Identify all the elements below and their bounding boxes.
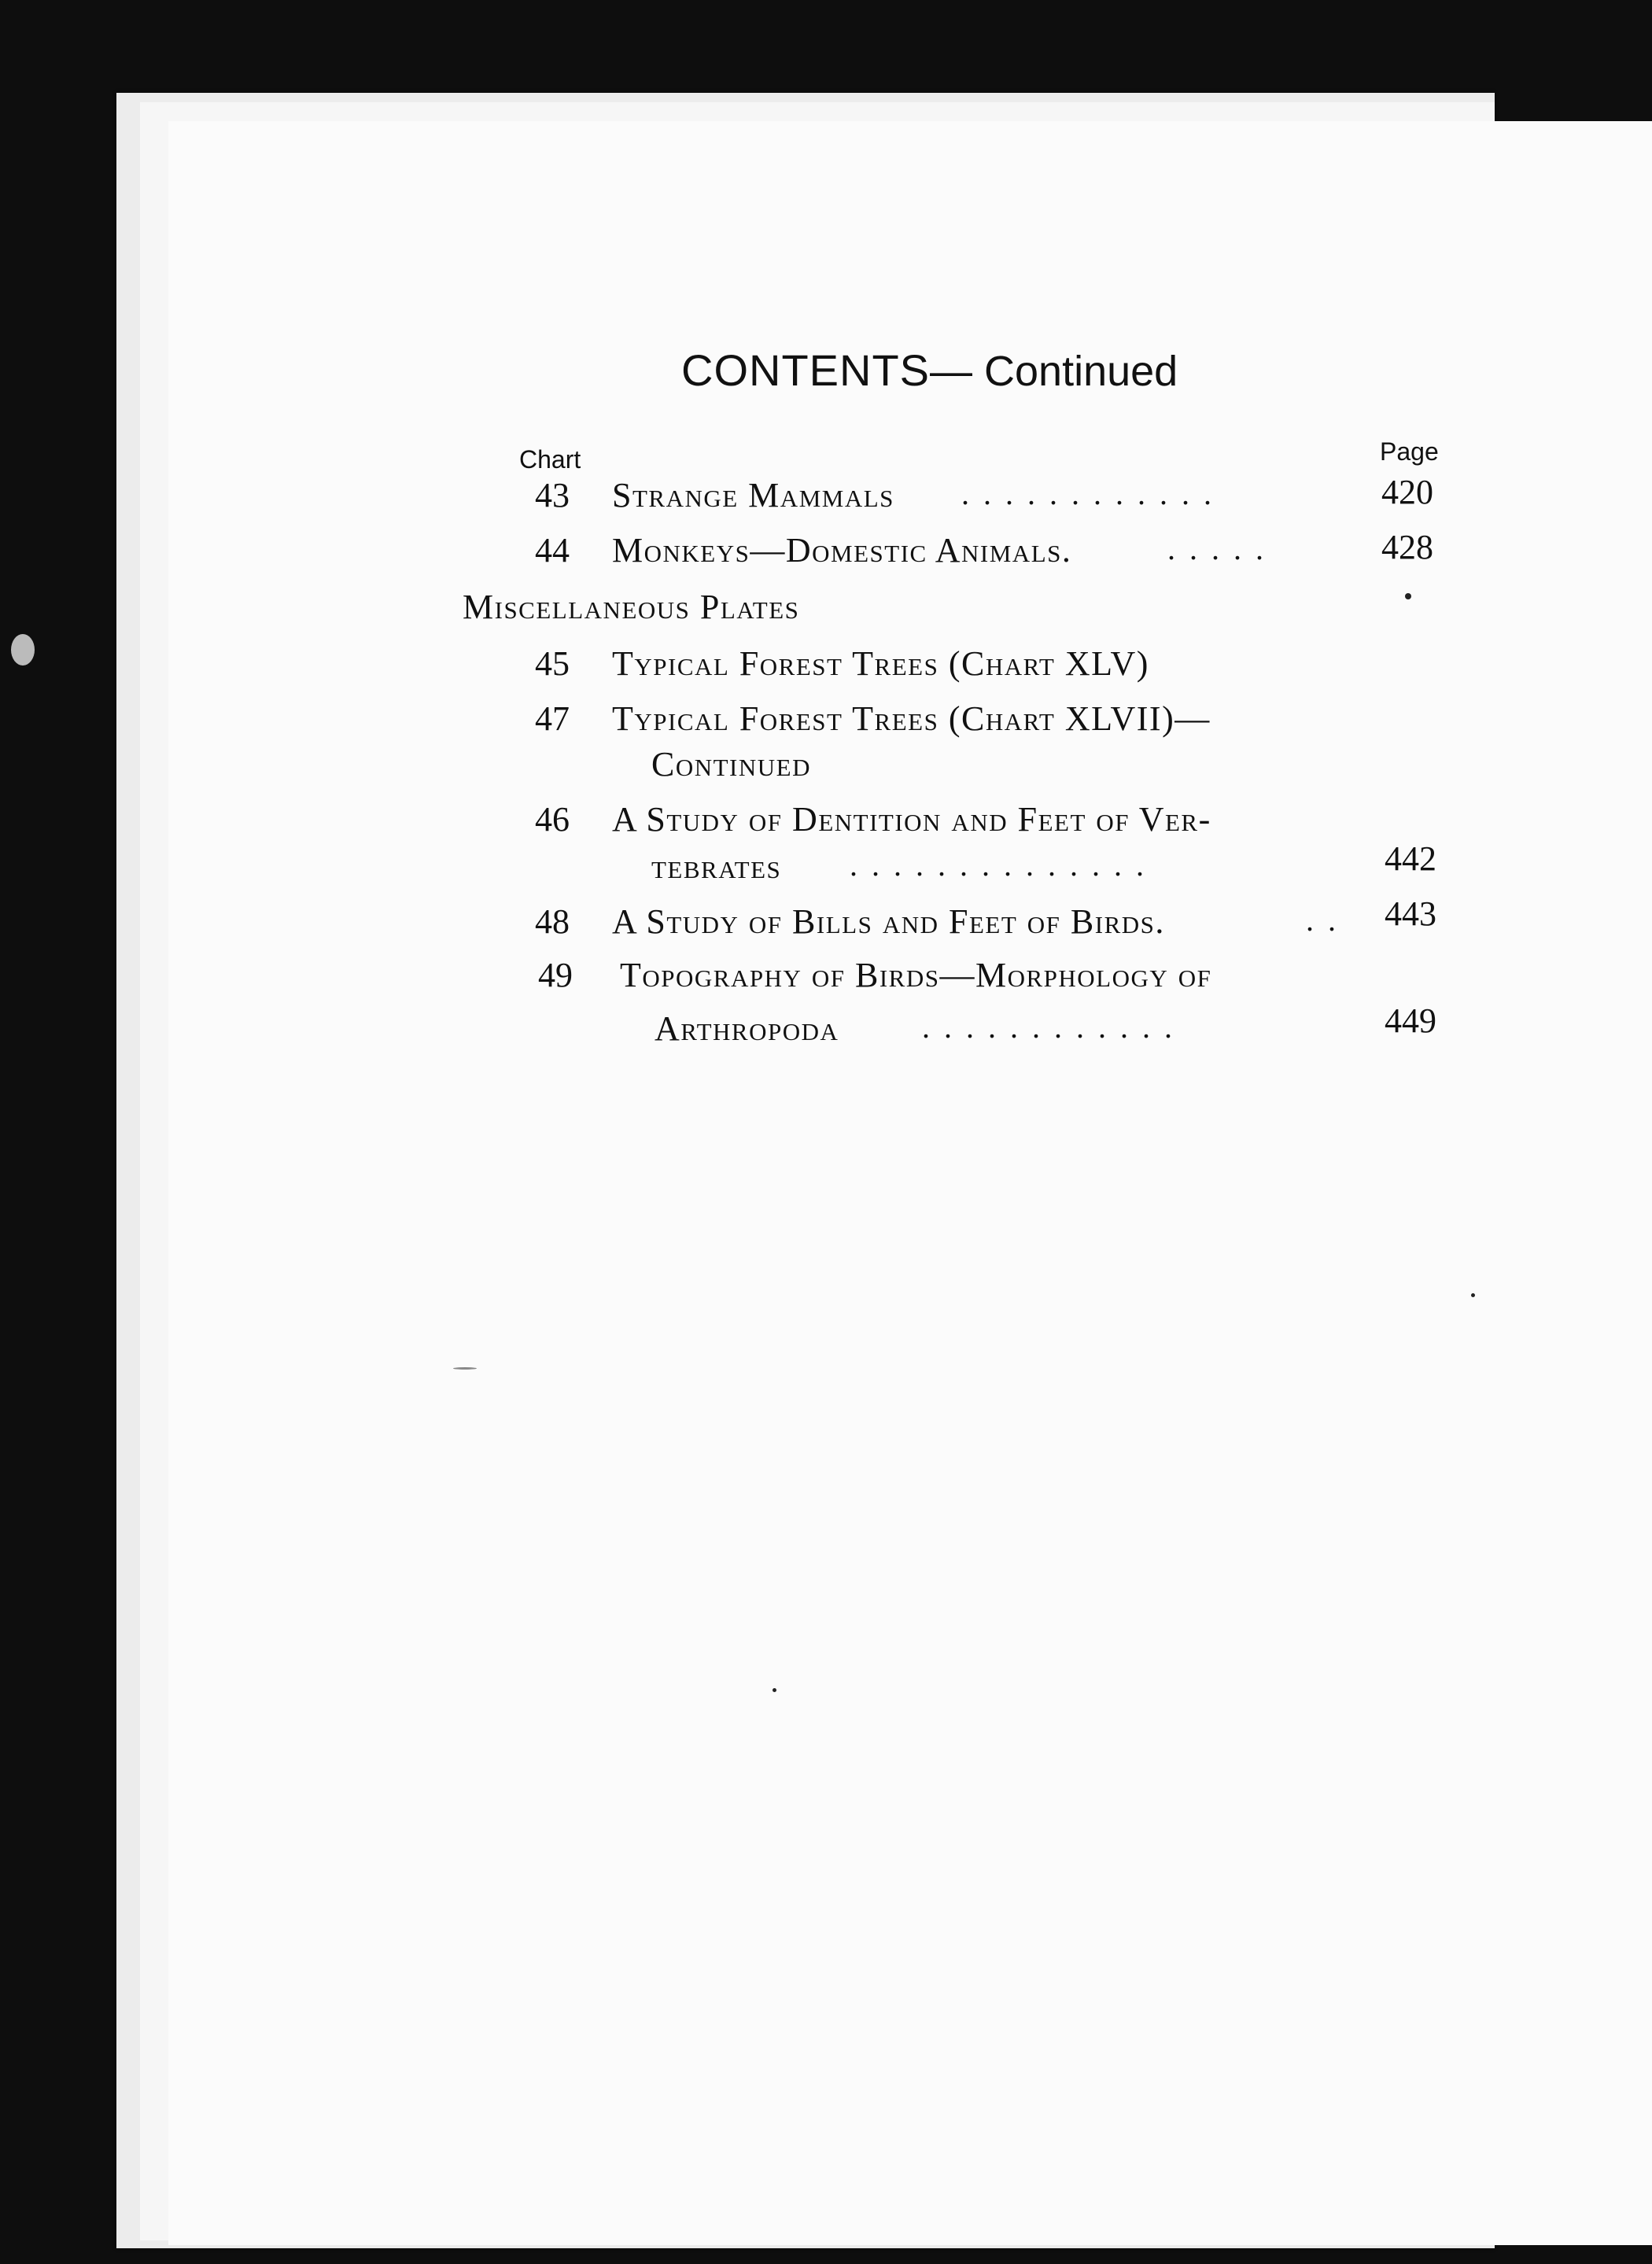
section-heading: Miscellaneous Plates xyxy=(463,588,800,626)
chart-number: 48 xyxy=(535,902,570,941)
page-number: 449 xyxy=(1385,1001,1436,1040)
chart-number: 46 xyxy=(535,800,570,839)
page-column-header: Page xyxy=(1380,437,1439,466)
page-number: 428 xyxy=(1381,528,1433,566)
entry-title: Typical Forest Trees (Chart XLV) xyxy=(612,644,1149,683)
entry-title-continued: Continued xyxy=(651,745,811,784)
page-number: 443 xyxy=(1385,894,1436,933)
scan-speck xyxy=(773,1688,776,1692)
entry-title: A Study of Dentition and Feet of Ver- xyxy=(612,800,1211,839)
entry-title: Typical Forest Trees (Chart XLVII)— xyxy=(612,699,1211,738)
chart-column-header: Chart xyxy=(519,445,581,474)
scan-speck xyxy=(453,1367,477,1370)
chart-number: 44 xyxy=(535,531,570,570)
leader-dots: ..... xyxy=(1167,531,1278,566)
scan-speck xyxy=(1405,593,1411,599)
chart-number: 43 xyxy=(535,476,570,514)
leader-dots: .............. xyxy=(850,847,1158,883)
entry-title: Topography of Birds—Morphology of xyxy=(620,956,1212,994)
scan-speck xyxy=(1471,1293,1475,1297)
entry-title: Monkeys—Domestic Animals. xyxy=(612,531,1072,570)
title-continued: — Continued xyxy=(930,348,1178,395)
page-title xyxy=(681,345,1311,396)
leader-dots: ............ xyxy=(922,1009,1186,1045)
chart-number: 47 xyxy=(535,699,570,738)
title-main: CONTENTS xyxy=(681,345,930,395)
leader-dots: .. xyxy=(1306,902,1350,938)
scan-speck xyxy=(11,634,35,666)
entry-title: Strange Mammals xyxy=(612,476,894,514)
page-number: 442 xyxy=(1385,839,1436,878)
entry-title: A Study of Bills and Feet of Birds. xyxy=(612,902,1165,941)
chart-number: 49 xyxy=(538,956,573,994)
entry-title-continued: Arthropoda xyxy=(655,1009,839,1048)
page-number: 420 xyxy=(1381,473,1433,511)
chart-number: 45 xyxy=(535,644,570,683)
leader-dots: ............ xyxy=(961,476,1226,511)
entry-title-continued: tebrates xyxy=(651,847,782,886)
